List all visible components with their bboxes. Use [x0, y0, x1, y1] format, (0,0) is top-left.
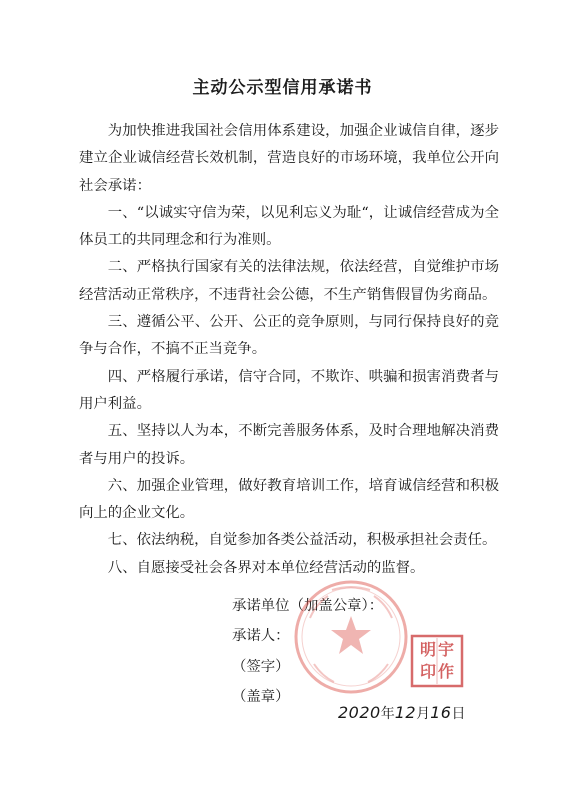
signing-date — [338, 703, 465, 723]
official-seal-icon — [292, 578, 410, 696]
date-month-char: 月 — [416, 706, 431, 722]
signature-person-label: 承诺人： — [232, 628, 290, 644]
commitment-1: 一、“以诚实守信为荣，以见利忘义为耻“，让诚信经营成为全体员工的共同理念和行为准则。 — [79, 204, 499, 249]
date-day: 16 — [430, 703, 452, 722]
signature-seal-label: （盖章） — [232, 689, 290, 705]
signature-unit-label: 承诺单位（加盖公章）： — [232, 598, 384, 614]
personal-stamp-icon — [410, 634, 464, 688]
document-title: 主动公示型信用承诺书 — [192, 78, 373, 98]
commitment-3: 三、遵循公平、公开、公正的竞争原则，与同行保持良好的竞争与合作，不搞不正当竞争。 — [79, 314, 499, 358]
intro-paragraph: 为加快推进我国社会信用体系建设，加强企业诚信自律，逐步建立企业诚信经营长效机制，营造良好的市场环境，我单位公开向社会承诺： — [79, 123, 499, 194]
stamp-text-top: 明宇 — [419, 640, 456, 659]
date-day-char: 日 — [451, 706, 466, 722]
commitment-4: 四、严格履行承诺，信守合同，不欺诈、哄骗和损害消费者与用户利益。 — [79, 368, 499, 412]
commitment-5: 五、坚持以人为本，不断完善服务体系，及时合理地解决消费者与用户的投诉。 — [79, 423, 499, 467]
commitment-2: 二、严格执行国家有关的法律法规，依法经营，自觉维护市场经营活动正常秩序，不违背社会公德，不生产销售假冒伪劣商品。 — [79, 259, 499, 303]
stamp-text-bottom: 印作 — [419, 662, 456, 681]
commitment-8: 八、自愿接受社会各界对本单位经营活动的监督。 — [107, 559, 425, 576]
signature-sign-label: （签字） — [232, 659, 290, 675]
commitment-6: 六、加强企业管理，做好教育培训工作，培育诚信经营和积极向上的企业文化。 — [79, 477, 499, 522]
date-year: 2020 — [338, 703, 381, 722]
date-year-char: 年 — [380, 706, 395, 722]
document-body — [79, 118, 499, 582]
commitment-7: 七、依法纳税，自觉参加各类公益活动，积极承担社会责任。 — [107, 532, 497, 549]
date-month: 12 — [394, 703, 417, 722]
